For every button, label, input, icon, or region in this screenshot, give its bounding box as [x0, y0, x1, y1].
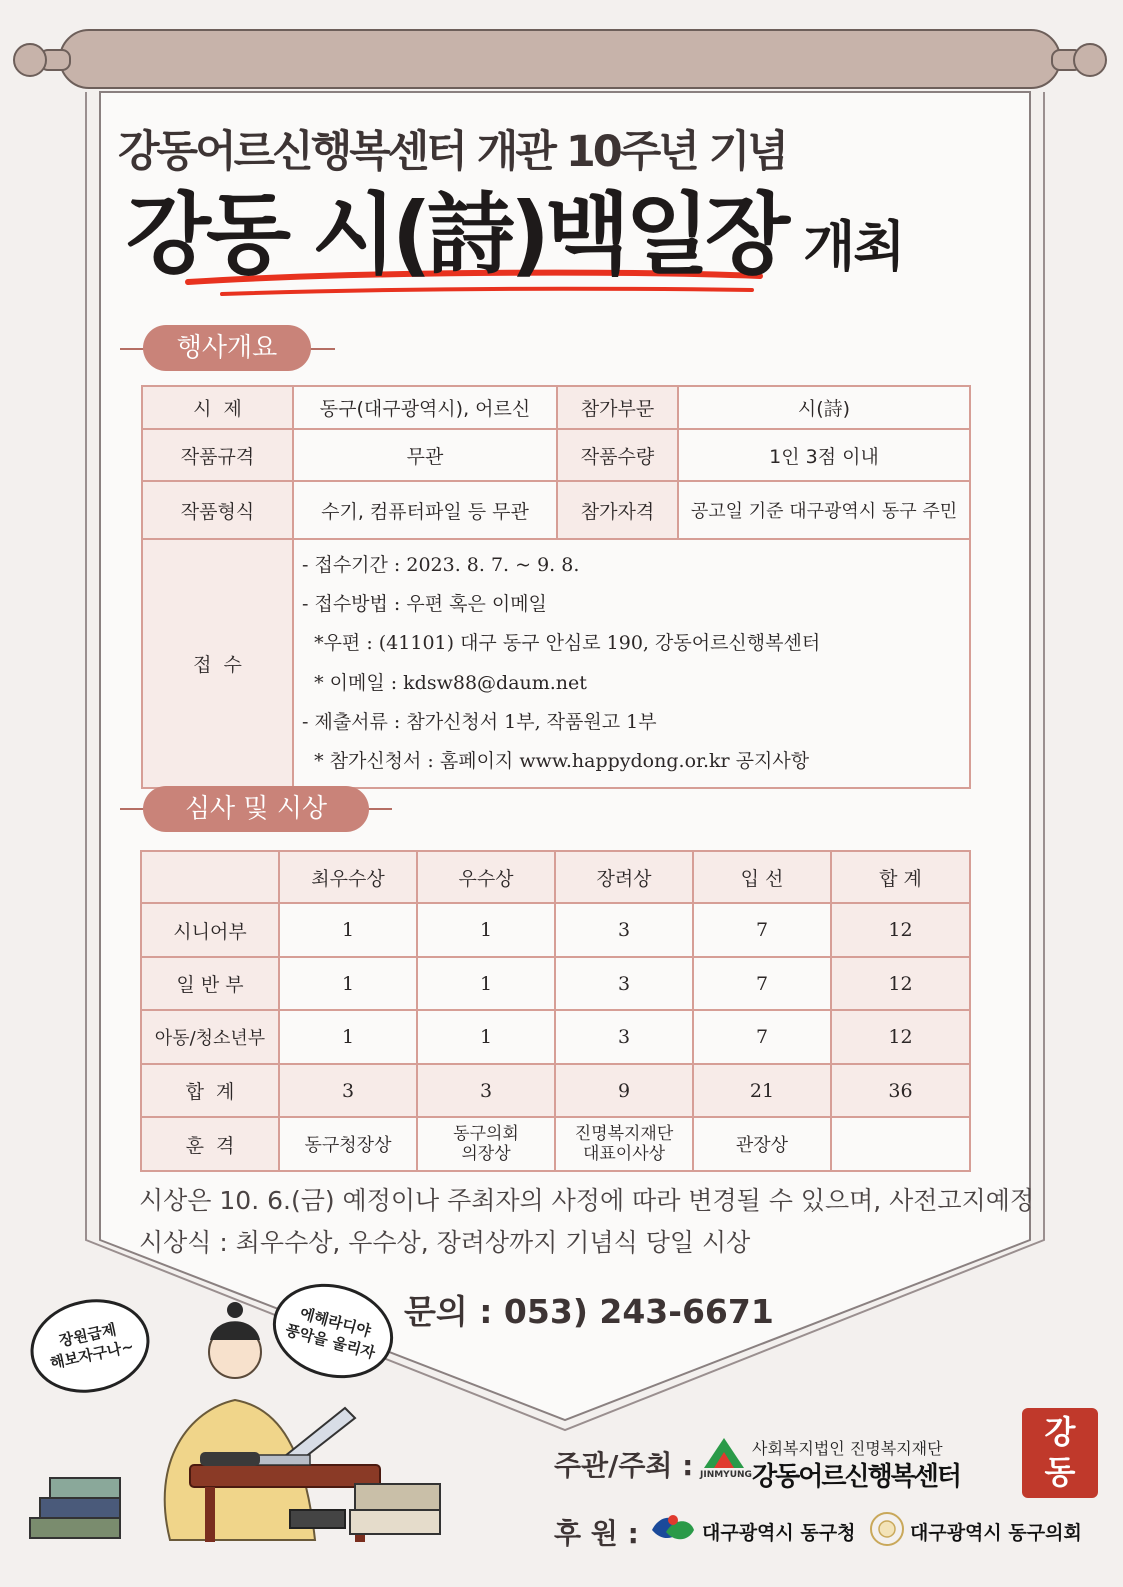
awards-row-label: 아동/청소년부	[141, 1010, 279, 1064]
note-line: 시상식 : 최우수상, 우수상, 장려상까지 기념식 당일 시상	[139, 1228, 751, 1257]
overview-row-apply	[142, 539, 970, 788]
awards-cell: 1	[279, 957, 417, 1010]
awards-total-cell: 12	[831, 1010, 970, 1064]
section-label-awards: 심사 및 시상	[143, 786, 369, 832]
books-left-icon	[20, 1468, 130, 1548]
awards-header-cell: 장려상	[555, 851, 693, 903]
awards-table	[140, 850, 971, 1172]
awards-header-cell: 우수상	[417, 851, 555, 903]
host-label: 주관/주최 :	[554, 1449, 694, 1482]
apply-line: *우편 : (41101) 대구 동구 안심로 190, 강동어르신행복센터	[302, 632, 821, 655]
awards-header-cell: 합 계	[831, 851, 970, 903]
overview-value: 무관	[293, 429, 557, 481]
overview-label: 작품규격	[142, 429, 293, 481]
event-title-main: 강동 시(詩)백일장	[126, 183, 786, 286]
apply-details	[293, 539, 970, 788]
event-title-suffix: 개최	[803, 215, 904, 278]
speech-bubble-right: 에헤라디야 풍악을 울리자	[262, 1271, 404, 1391]
event-title	[126, 185, 903, 297]
overview-label: 작품수량	[557, 429, 678, 481]
awards-cell: 1	[417, 903, 555, 957]
overview-value: 1인 3점 이내	[678, 429, 970, 481]
overview-label: 참가부문	[557, 386, 678, 429]
awards-honor-cell: 진명복지재단 대표이사상	[555, 1117, 693, 1171]
awards-cell: 21	[693, 1064, 831, 1117]
awards-cell: 3	[555, 903, 693, 957]
awards-cell: 3	[417, 1064, 555, 1117]
awards-row-honor	[141, 1117, 970, 1171]
awards-cell: 9	[555, 1064, 693, 1117]
overview-value: 시(詩)	[678, 386, 970, 429]
sponsor-label: 후 원 :	[554, 1517, 639, 1550]
event-subtitle: 강동어르신행복센터 개관 10주년 기념	[118, 127, 786, 177]
seal-line: 동	[1044, 1453, 1076, 1491]
awards-cell: 1	[279, 903, 417, 957]
overview-row	[142, 429, 970, 481]
seal-line: 강	[1044, 1413, 1076, 1451]
apply-line: - 접수방법 : 우편 혹은 이메일	[302, 593, 547, 616]
awards-row-label: 합 계	[141, 1064, 279, 1117]
notes	[139, 1180, 1034, 1264]
overview-row	[142, 481, 970, 539]
overview-label: 참가자격	[557, 481, 678, 539]
apply-line: - 제출서류 : 참가신청서 1부, 작품원고 1부	[302, 710, 657, 733]
overview-table	[141, 385, 971, 789]
jinmyung-logo-icon	[700, 1434, 748, 1470]
contact-info: 문의 : 053) 243-6671	[404, 1292, 774, 1331]
overview-row	[142, 386, 970, 429]
apply-line: * 이메일 : kdsw88@daum.net	[302, 671, 587, 694]
awards-total-cell: 12	[831, 957, 970, 1010]
awards-row-label: 시니어부	[141, 903, 279, 957]
awards-honor-cell: 관장상	[693, 1117, 831, 1171]
awards-cell: 7	[693, 1010, 831, 1064]
donggu-council-logo-icon	[868, 1510, 906, 1548]
speech-bubble-left: 장원급제 해보자구나~	[22, 1289, 159, 1404]
overview-value: 공고일 기준 대구광역시 동구 주민	[678, 481, 970, 539]
host-org-small: 사회복지법인 진명복지재단	[752, 1439, 943, 1458]
awards-header-cell	[141, 851, 279, 903]
awards-row-label: 일 반 부	[141, 957, 279, 1010]
awards-honor-cell: 동구의회 의장상	[417, 1117, 555, 1171]
gangdong-seal	[1022, 1408, 1098, 1498]
books-right-icon	[280, 1470, 450, 1550]
overview-label: 시 제	[142, 386, 293, 429]
awards-row	[141, 957, 970, 1010]
awards-row-total	[141, 1064, 970, 1117]
awards-cell: 3	[555, 1010, 693, 1064]
overview-value: 수기, 컴퓨터파일 등 무관	[293, 481, 557, 539]
awards-cell: 7	[693, 957, 831, 1010]
awards-cell: 7	[693, 903, 831, 957]
awards-row-label: 훈 격	[141, 1117, 279, 1171]
awards-cell: 1	[417, 957, 555, 1010]
awards-header-cell: 입 선	[693, 851, 831, 903]
awards-row	[141, 1010, 970, 1064]
awards-honor-cell	[831, 1117, 970, 1171]
donggu-office-logo-icon	[648, 1510, 698, 1546]
apply-label: 접 수	[142, 539, 293, 788]
awards-cell: 3	[555, 957, 693, 1010]
overview-value: 동구(대구광역시), 어르신	[293, 386, 557, 429]
sponsor-org2: 대구광역시 동구의회	[910, 1522, 1082, 1544]
awards-total-cell: 36	[831, 1064, 970, 1117]
overview-label: 작품형식	[142, 481, 293, 539]
awards-header-row	[141, 851, 970, 903]
awards-row	[141, 903, 970, 957]
awards-honor-cell: 동구청장상	[279, 1117, 417, 1171]
awards-cell: 3	[279, 1064, 417, 1117]
awards-total-cell: 12	[831, 903, 970, 957]
host-org-name: 강동어르신행복센터	[752, 1462, 961, 1492]
awards-cell: 1	[279, 1010, 417, 1064]
host-logo-text: JINMYUNG	[700, 1470, 752, 1480]
note-line: 시상은 10. 6.(금) 예정이나 주최자의 사정에 따라 변경될 수 있으며, 사전고지예정	[139, 1186, 1035, 1215]
apply-line: - 접수기간 : 2023. 8. 7. ~ 9. 8.	[302, 554, 580, 576]
awards-header-cell: 최우수상	[279, 851, 417, 903]
apply-line: * 참가신청서 : 홈페이지 www.happydong.or.kr 공지사항	[302, 750, 810, 773]
section-label-overview: 행사개요	[143, 325, 311, 371]
sponsor-org1: 대구광역시 동구청	[702, 1522, 856, 1544]
awards-cell: 1	[417, 1010, 555, 1064]
